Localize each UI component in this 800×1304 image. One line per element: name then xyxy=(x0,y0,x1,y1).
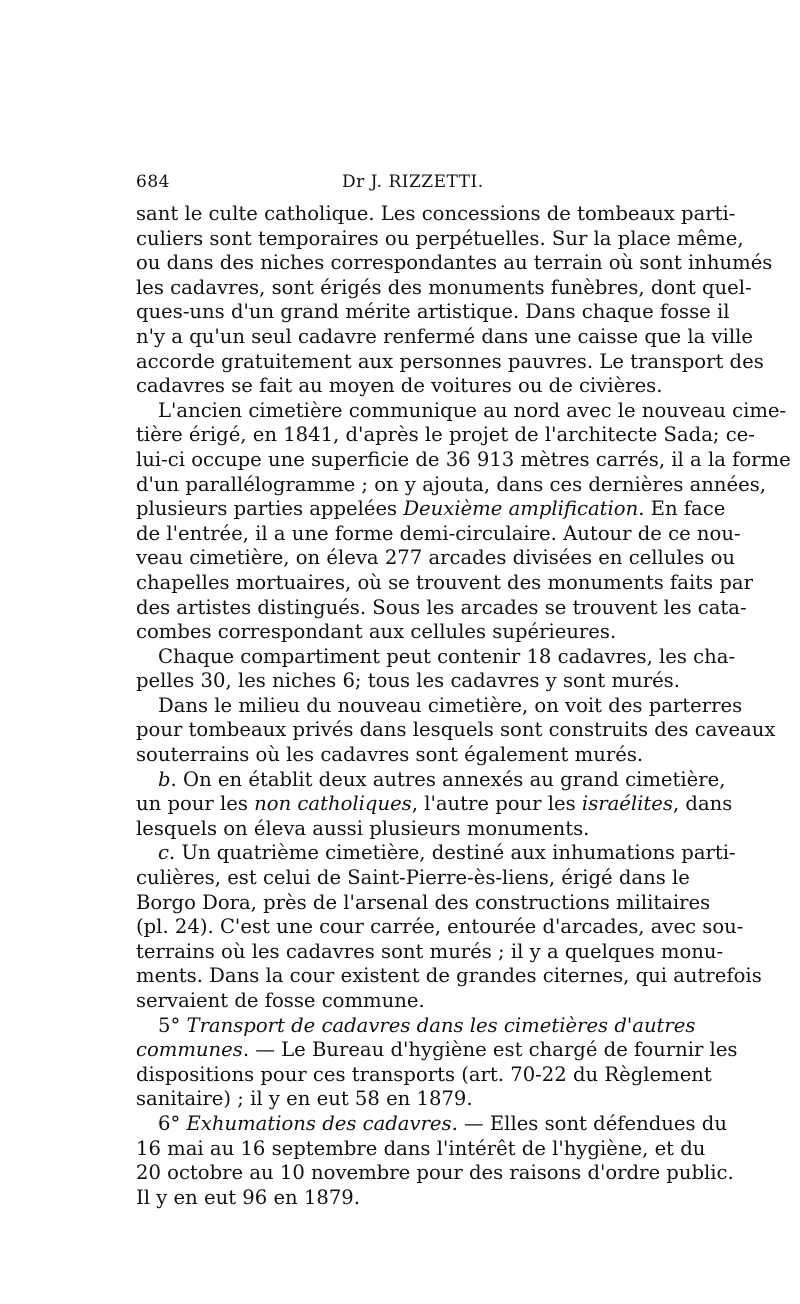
text-run: 6° xyxy=(158,1111,187,1135)
running-header xyxy=(136,172,672,194)
text-run: . En face xyxy=(638,497,726,521)
text-line xyxy=(136,1062,712,1088)
text-run: 16 mai au 16 septembre dans l'intérêt de l'hygiène, et du xyxy=(136,1136,706,1160)
text-run: n'y a qu'un seul cadavre renfermé dans une caisse que la ville xyxy=(136,324,754,348)
text-run: chapelles mortuaires, où se trouvent des monuments faits par xyxy=(136,570,753,594)
text-run: sanitaire) ; il y en eut 58 en 1879. xyxy=(136,1087,473,1111)
italic-text: Deuxième amplification xyxy=(403,497,639,521)
text-run: combes correspondant aux cellules supérieures. xyxy=(136,620,617,644)
text-run: , l'autre pour les xyxy=(411,792,582,816)
text-line xyxy=(136,915,744,940)
text-line xyxy=(136,964,762,989)
text-line xyxy=(136,866,690,891)
text-run: ou dans des niches correspondantes au terrain où sont inhumés xyxy=(136,251,773,275)
text-line xyxy=(136,1136,706,1162)
text-line xyxy=(136,570,753,596)
text-line xyxy=(136,472,766,498)
italic-text: communes xyxy=(136,1038,243,1062)
text-run: pelles 30, les niches 6; tous les cadavres y sont murés. xyxy=(136,669,680,693)
text-line xyxy=(136,767,726,793)
paragraph xyxy=(136,398,791,645)
text-line xyxy=(136,521,741,547)
text-run: ments. Dans la cour existent de grandes citernes, qui autrefois xyxy=(136,964,762,988)
text-line xyxy=(136,546,735,571)
text-line xyxy=(136,226,744,252)
text-run: , dans xyxy=(672,792,733,816)
paragraph xyxy=(136,644,736,694)
text-run: terrains où les cadavres sont murés ; il y a quelques monu- xyxy=(136,939,724,963)
text-run: un pour les xyxy=(136,792,255,816)
text-line xyxy=(136,300,730,325)
text-run: souterrains où les cadavres sont également murés. xyxy=(136,743,644,767)
text-run: de l'entrée, il a une forme demi-circulaire. Autour de ce nou- xyxy=(136,521,741,545)
text-line xyxy=(136,349,764,375)
text-run: Dans le milieu du nouveau cimetière, on voit des parterres xyxy=(158,693,743,717)
running-head-author: Dr J. RIZZETTI. xyxy=(342,172,484,192)
italic-text: c xyxy=(158,841,169,865)
text-line xyxy=(136,275,752,301)
text-line xyxy=(136,1161,734,1186)
text-run: tière érigé, en 1841, d'après le projet de l'architecte Sada; ce- xyxy=(136,423,755,447)
text-line xyxy=(136,423,755,448)
text-line xyxy=(136,1111,727,1137)
paragraph xyxy=(136,1111,734,1210)
text-run: 5° xyxy=(158,1013,187,1037)
text-run: (pl. 24). C'est une cour carrée, entourée d'arcades, avec sou- xyxy=(136,915,744,939)
italic-text: israélites xyxy=(581,792,673,816)
paragraph xyxy=(136,1013,738,1112)
italic-text: non catholiques xyxy=(254,792,412,816)
text-run: veau cimetière, on éleva 277 arcades divisées en cellules ou xyxy=(136,546,735,570)
text-line xyxy=(136,251,773,276)
text-run: . — Le Bureau d'hygiène est chargé de fournir les xyxy=(242,1038,738,1062)
text-run: culières, est celui de Saint-Pierre-ès-liens, érigé dans le xyxy=(136,866,690,890)
text-line xyxy=(136,398,787,424)
text-line xyxy=(136,324,754,350)
italic-text: Exhumations des cadavres xyxy=(186,1111,452,1135)
text-line xyxy=(136,989,672,1014)
text-run: Borgo Dora, près de l'arsenal des constructions militaires xyxy=(136,890,711,914)
text-line xyxy=(136,1186,672,1211)
text-run: d'un parallélogramme ; on y ajouta, dans ces dernières années, xyxy=(136,472,766,496)
text-line xyxy=(136,693,743,719)
text-line xyxy=(136,718,776,743)
text-run: lui-ci occupe une superficie de 36 913 mètres carrés, il a la forme xyxy=(136,447,791,471)
text-run: lesquels on éleva aussi plusieurs monuments. xyxy=(136,816,590,840)
text-line xyxy=(136,620,672,645)
paragraph xyxy=(136,841,762,1013)
text-line xyxy=(136,792,733,817)
paragraph xyxy=(136,767,733,842)
text-line xyxy=(136,447,791,473)
text-run: plusieurs parties appelées xyxy=(136,497,404,521)
text-line xyxy=(136,1013,696,1039)
text-line xyxy=(136,743,672,768)
text-line xyxy=(136,817,672,842)
text-line xyxy=(136,1087,672,1112)
body-text xyxy=(136,202,791,1210)
text-line xyxy=(136,202,736,227)
text-line xyxy=(136,497,726,522)
text-run: pour tombeaux privés dans lesquels sont construits des caveaux xyxy=(136,718,776,742)
text-run: accorde gratuitement aux personnes pauvres. Le transport des xyxy=(136,349,764,373)
text-line xyxy=(136,1038,738,1063)
paragraph xyxy=(136,693,776,768)
text-line xyxy=(136,841,736,866)
text-run: . Un quatrième cimetière, destiné aux inhumations parti- xyxy=(168,841,736,865)
text-run: dispositions pour ces transports (art. 70-22 du Règlement xyxy=(136,1062,712,1086)
text-run: culiers sont temporaires ou perpétuelles. Sur la place même, xyxy=(136,226,744,250)
text-line xyxy=(136,644,736,670)
text-run: . On en établit deux autres annexés au grand cimetière, xyxy=(170,767,726,791)
text-run: 20 octobre au 10 novembre pour des raisons d'ordre public. xyxy=(136,1161,734,1185)
text-run: ques-uns d'un grand mérite artistique. Dans chaque fosse il xyxy=(136,300,730,324)
text-run: L'ancien cimetière communique au nord avec le nouveau cime- xyxy=(158,398,787,422)
text-run: Il y en eut 96 en 1879. xyxy=(136,1185,360,1209)
text-line xyxy=(136,939,724,965)
text-line xyxy=(136,890,711,916)
text-line xyxy=(136,374,672,399)
italic-text: b xyxy=(158,767,171,791)
text-line xyxy=(136,669,680,694)
page-number: 684 xyxy=(136,172,170,192)
text-run: des artistes distingués. Sous les arcades se trouvent les cata- xyxy=(136,595,747,619)
text-run: Chaque compartiment peut contenir 18 cadavres, les cha- xyxy=(158,644,736,668)
text-run: les cadavres, sont érigés des monuments funèbres, dont quel- xyxy=(136,275,752,299)
paragraph xyxy=(136,202,773,399)
text-run: cadavres se fait au moyen de voitures ou de civières. xyxy=(136,374,663,398)
text-run: sant le culte catholique. Les concessions de tombeaux parti- xyxy=(136,202,736,225)
text-run: . — Elles sont défendues du xyxy=(451,1111,727,1135)
text-line xyxy=(136,595,747,621)
italic-text: Transport de cadavres dans les cimetières d'autres xyxy=(186,1013,696,1037)
text-run: servaient de fosse commune. xyxy=(136,989,425,1012)
